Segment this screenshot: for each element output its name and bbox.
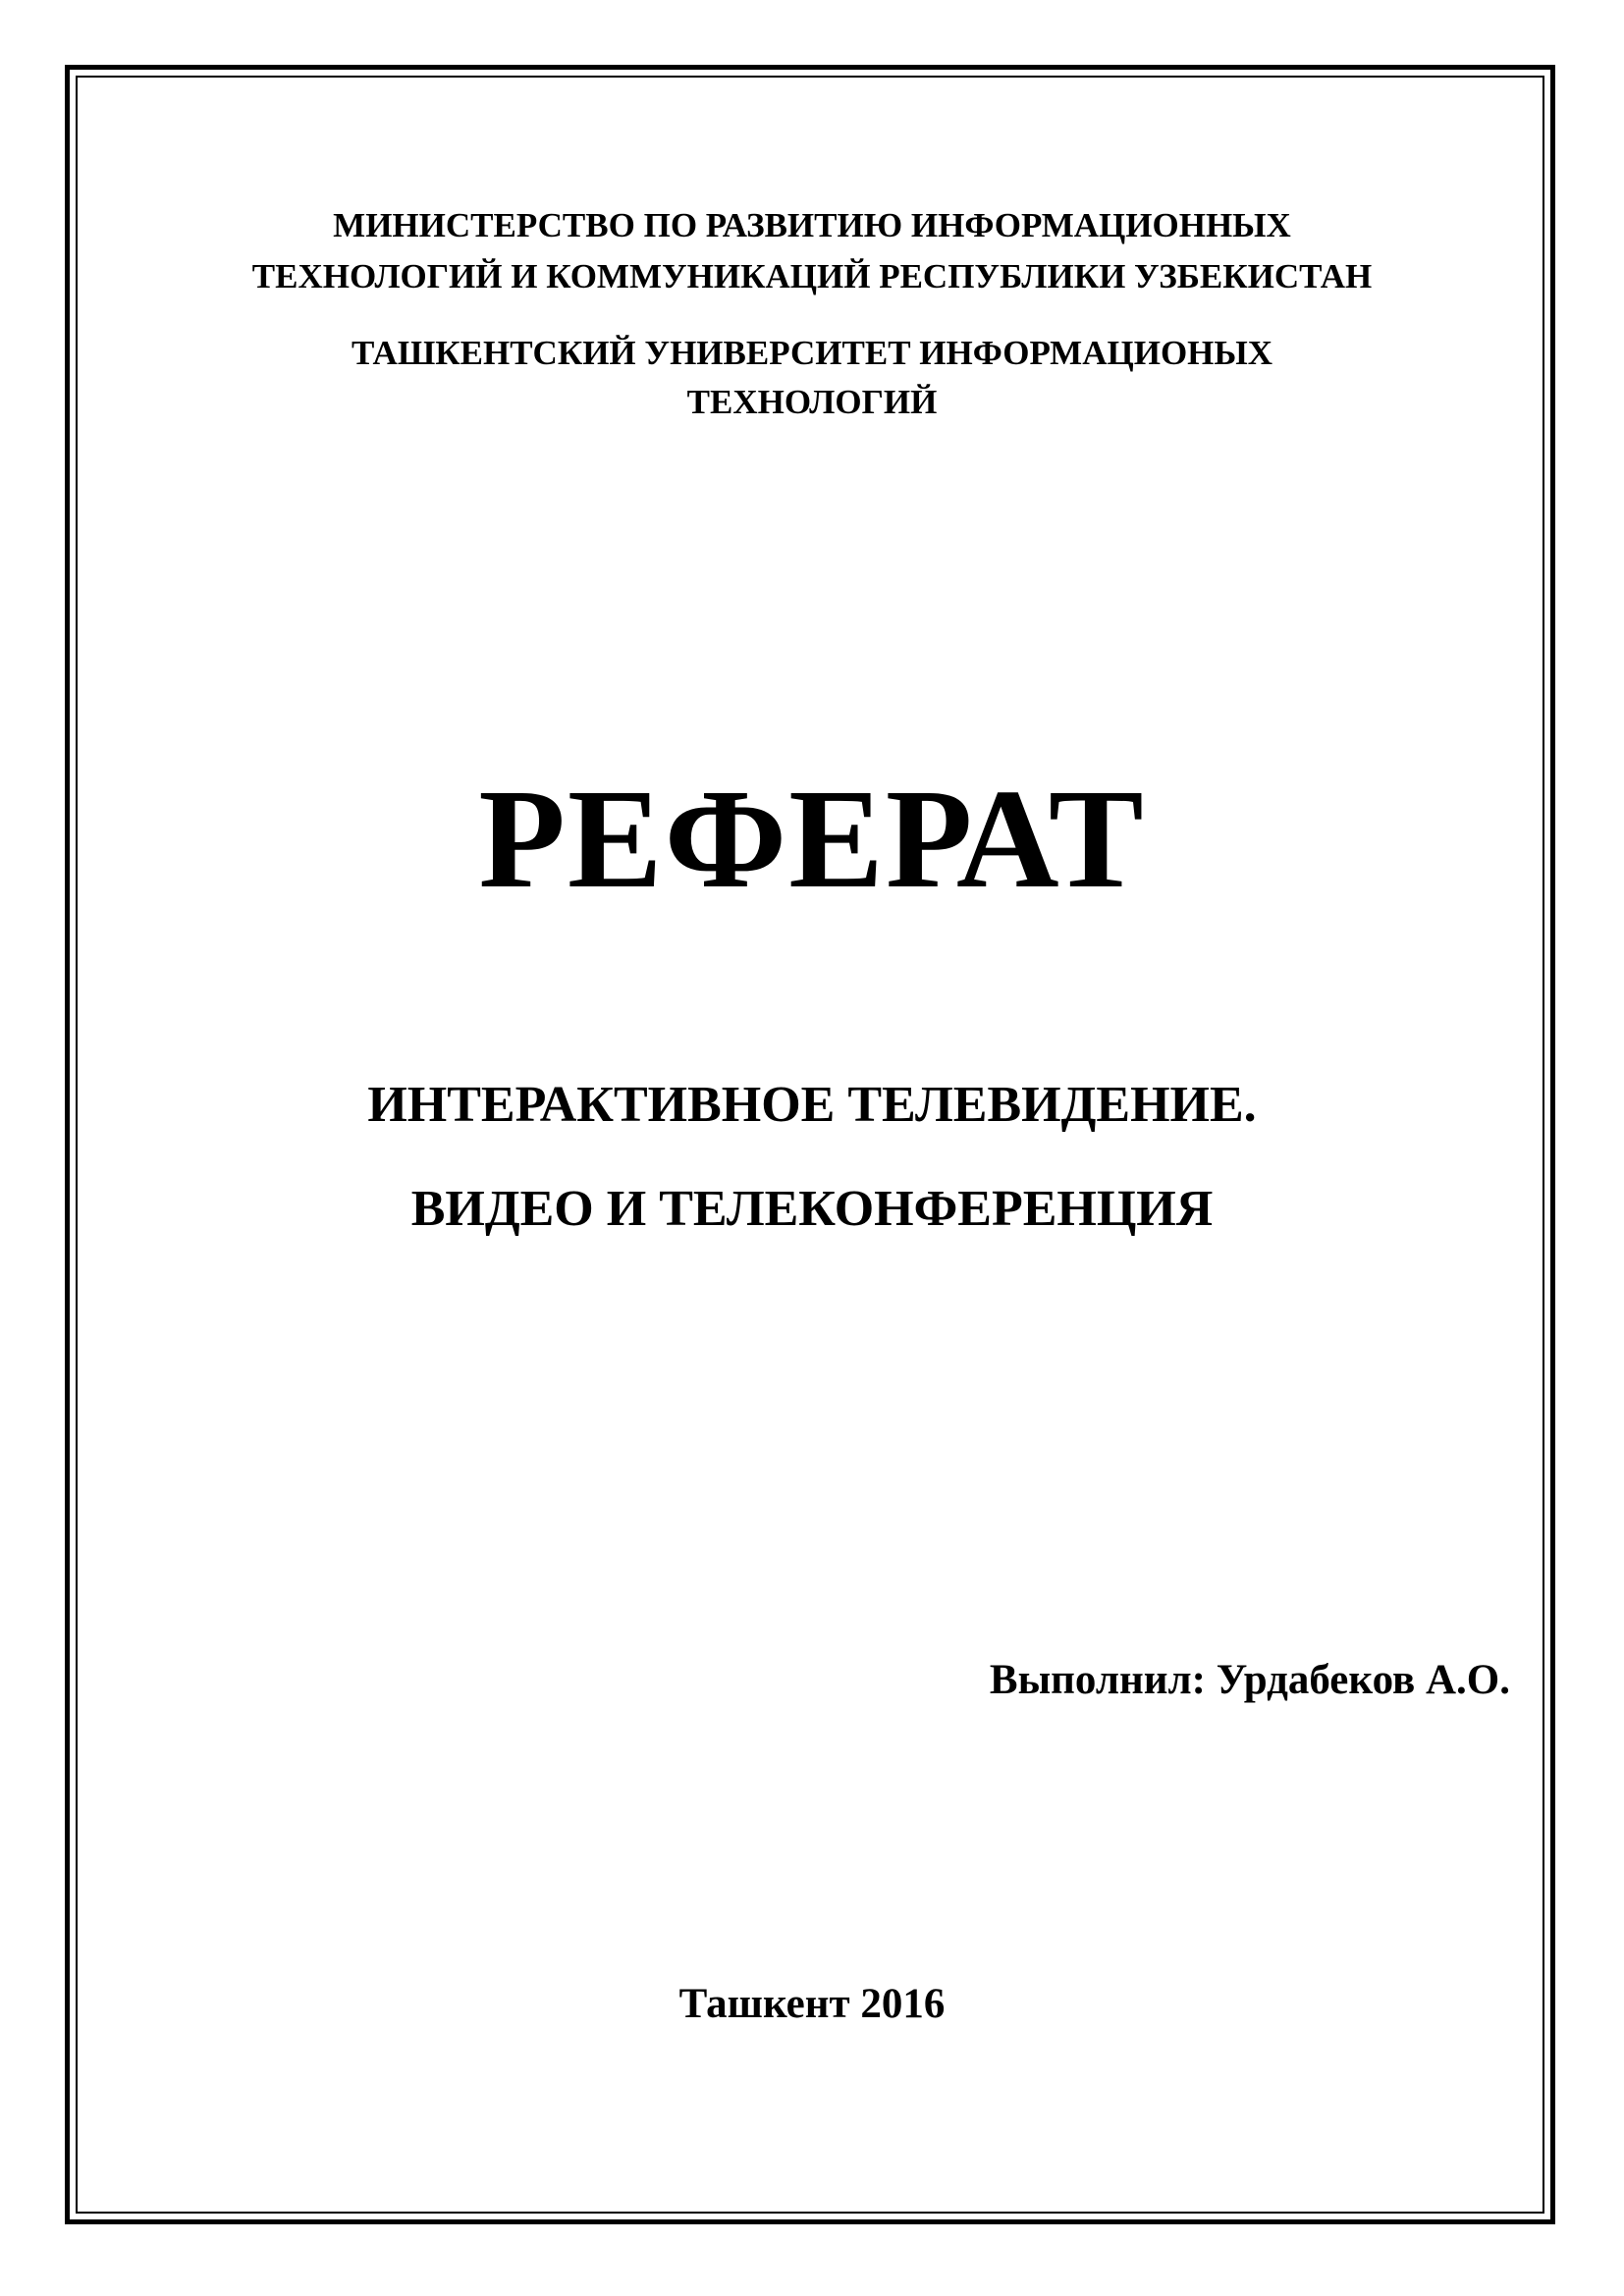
university-name-line-1: ТАШКЕНТСКИЙ УНИВЕРСИТЕТ ИНФОРМАЦИОНЫХ [351, 334, 1273, 372]
ministry-name-line-1: МИНИСТЕРСТВО ПО РАЗВИТИЮ ИНФОРМАЦИОННЫХ [333, 206, 1291, 244]
document-title: РЕФЕРАТ [478, 761, 1146, 918]
place-and-year: Ташкент 2016 [678, 1981, 946, 2027]
author-credit: Выполнил: Урдабеков А.О. [989, 1657, 1510, 1703]
ministry-name-line-2: ТЕХНОЛОГИЙ И КОММУНИКАЦИЙ РЕСПУБЛИКИ УЗБЕКИСТАН [251, 257, 1373, 295]
topic-line-2: ВИДЕО И ТЕЛЕКОНФЕРЕНЦИЯ [410, 1181, 1214, 1237]
university-name-line-2: ТЕХНОЛОГИЙ [686, 383, 938, 421]
topic-line-1: ИНТЕРАКТИВНОЕ ТЕЛЕВИДЕНИЕ. [367, 1077, 1257, 1133]
